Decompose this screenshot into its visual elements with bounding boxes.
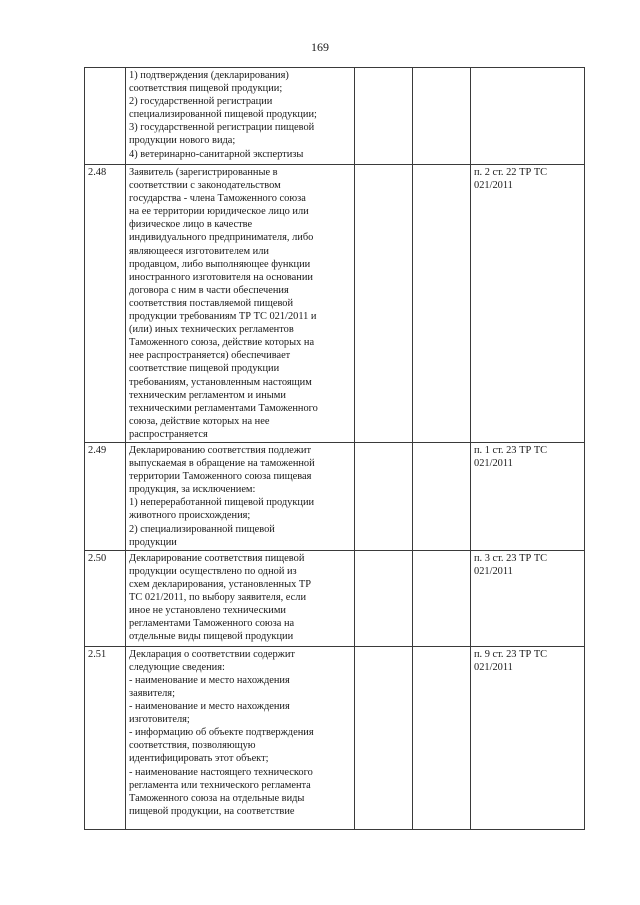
requirement-line: 2) специализированной пищевой bbox=[129, 523, 275, 535]
requirement-line: 1) подтверждения (декларирования) bbox=[129, 70, 289, 81]
requirement-line: отдельные виды пищевой продукции bbox=[129, 631, 294, 643]
reference-line: 021/2011 bbox=[474, 661, 513, 673]
requirement-line: регламентами Таможенного союза на bbox=[129, 618, 295, 630]
table-row bbox=[85, 442, 585, 550]
table-row bbox=[85, 646, 585, 829]
requirement-line: следующие сведения: bbox=[129, 661, 225, 673]
requirement-line: индивидуального предпринимателя, либо bbox=[129, 232, 314, 244]
requirement-text bbox=[126, 550, 355, 646]
requirement-line: союза, действие которых на нее bbox=[129, 415, 270, 427]
requirement-line: (или) иных технических регламентов bbox=[129, 324, 294, 336]
requirement-text bbox=[126, 165, 355, 443]
reference-line: п. 9 ст. 23 ТР ТС bbox=[474, 648, 548, 660]
requirements-table bbox=[84, 67, 585, 830]
requirement-line: - наименование и место нахождения bbox=[129, 701, 290, 713]
requirement-line: требованиям, установленным настоящим bbox=[129, 376, 312, 388]
requirement-text bbox=[126, 442, 355, 550]
requirement-line: 1) непереработанной пищевой продукции bbox=[129, 497, 315, 509]
requirement-line: 2) государственной регистрации bbox=[129, 96, 273, 108]
requirement-line: территории Таможенного союза пищевая bbox=[129, 471, 312, 483]
requirement-line: специализированной пищевой продукции; bbox=[129, 109, 317, 121]
table-row bbox=[85, 550, 585, 646]
empty-cell-2 bbox=[413, 68, 471, 165]
empty-cell-1 bbox=[355, 646, 413, 829]
empty-cell-2 bbox=[413, 165, 471, 443]
requirement-line: Декларированию соответствия подлежит bbox=[129, 444, 312, 456]
reference-line: п. 1 ст. 23 ТР ТС bbox=[474, 444, 548, 456]
empty-cell-1 bbox=[355, 442, 413, 550]
empty-cell-2 bbox=[413, 646, 471, 829]
requirement-line: техническими регламентами Таможенного bbox=[129, 402, 318, 414]
requirement-line: иностранного изготовителя на основании bbox=[129, 271, 313, 283]
table-row bbox=[85, 68, 585, 165]
item-number bbox=[85, 68, 126, 165]
requirement-line: выпускаемая в обращение на таможенной bbox=[129, 458, 315, 470]
requirement-line: схем декларирования, установленных ТР bbox=[129, 578, 311, 590]
requirement-line: 3) государственной регистрации пищевой bbox=[129, 122, 315, 134]
item-number: 2.49 bbox=[85, 442, 126, 550]
empty-cell-1 bbox=[355, 550, 413, 646]
requirement-line: соответствии с законодательством bbox=[129, 180, 281, 192]
requirement-line: Таможенного союза, действие которых на bbox=[129, 337, 315, 349]
reference-cell bbox=[471, 68, 585, 165]
requirement-line: продукции нового вида; bbox=[129, 135, 236, 147]
requirement-line: продукции осуществлено по одной из bbox=[129, 565, 297, 577]
reference-cell bbox=[471, 442, 585, 550]
requirement-line: регламента или технического регламента bbox=[129, 779, 311, 791]
requirement-line: договора с ним в части обеспечения bbox=[129, 284, 289, 296]
requirement-line: нее распространяется) обеспечивает bbox=[129, 350, 291, 362]
requirement-line: идентифицировать этот объект; bbox=[129, 753, 269, 765]
item-number: 2.51 bbox=[85, 646, 126, 829]
requirement-line: продукции bbox=[129, 536, 177, 548]
requirement-line: заявителя; bbox=[129, 688, 175, 699]
requirement-line: пищевой продукции, на соответствие bbox=[129, 805, 295, 817]
requirement-line: соответствия, позволяющую bbox=[129, 740, 256, 752]
empty-cell-1 bbox=[355, 68, 413, 165]
reference-line: п. 2 ст. 22 ТР ТС bbox=[474, 167, 548, 178]
requirement-line: животного происхождения; bbox=[129, 510, 251, 522]
requirement-line: соответствия пищевой продукции; bbox=[129, 83, 283, 95]
reference-cell bbox=[471, 646, 585, 829]
empty-cell-2 bbox=[413, 442, 471, 550]
requirement-line: Декларация о соответствии содержит bbox=[129, 648, 295, 660]
table-row bbox=[85, 165, 585, 443]
item-number: 2.50 bbox=[85, 550, 126, 646]
empty-cell-1 bbox=[355, 165, 413, 443]
requirement-line: продавцом, либо выполняющее функции bbox=[129, 258, 311, 270]
reference-line: 021/2011 bbox=[474, 180, 513, 192]
requirement-line: - наименование и место нахождения bbox=[129, 674, 290, 686]
requirement-line: 4) ветеринарно-санитарной экспертизы bbox=[129, 148, 304, 160]
requirement-line: Таможенного союза на отдельные виды bbox=[129, 792, 305, 804]
requirement-line: являющееся изготовителем или bbox=[129, 245, 269, 257]
requirement-text bbox=[126, 646, 355, 829]
requirement-line: иное не установлено техническими bbox=[129, 605, 286, 617]
requirement-line: на ее территории юридическое лицо или bbox=[129, 206, 309, 218]
item-number: 2.48 bbox=[85, 165, 126, 443]
empty-cell-2 bbox=[413, 550, 471, 646]
requirement-line: продукции требованиям ТР ТС 021/2011 и bbox=[129, 311, 317, 323]
reference-cell bbox=[471, 550, 585, 646]
reference-line: п. 3 ст. 23 ТР ТС bbox=[474, 552, 548, 564]
requirement-line: соответствие пищевой продукции bbox=[129, 363, 280, 375]
reference-cell bbox=[471, 165, 585, 443]
reference-line: 021/2011 bbox=[474, 565, 513, 577]
page-number: 169 bbox=[311, 40, 329, 54]
requirement-line: - наименование настоящего технического bbox=[129, 766, 313, 778]
requirement-line: Заявитель (зарегистрированные в bbox=[129, 167, 278, 178]
requirement-text bbox=[126, 68, 355, 165]
requirement-line: изготовителя; bbox=[129, 714, 190, 726]
requirement-line: продукция, за исключением: bbox=[129, 484, 256, 496]
requirement-line: Декларирование соответствия пищевой bbox=[129, 552, 305, 564]
requirement-line: - информацию об объекте подтверждения bbox=[129, 727, 314, 739]
requirement-line: соответствия поставляемой пищевой bbox=[129, 297, 294, 309]
requirement-line: государства - члена Таможенного союза bbox=[129, 193, 306, 205]
requirement-line: физическое лицо в качестве bbox=[129, 219, 253, 231]
requirement-line: ТС 021/2011, по выбору заявителя, если bbox=[129, 592, 307, 603]
requirement-line: распространяется bbox=[129, 428, 208, 440]
requirement-line: техническим регламентом и иными bbox=[129, 389, 286, 401]
reference-line: 021/2011 bbox=[474, 458, 513, 470]
